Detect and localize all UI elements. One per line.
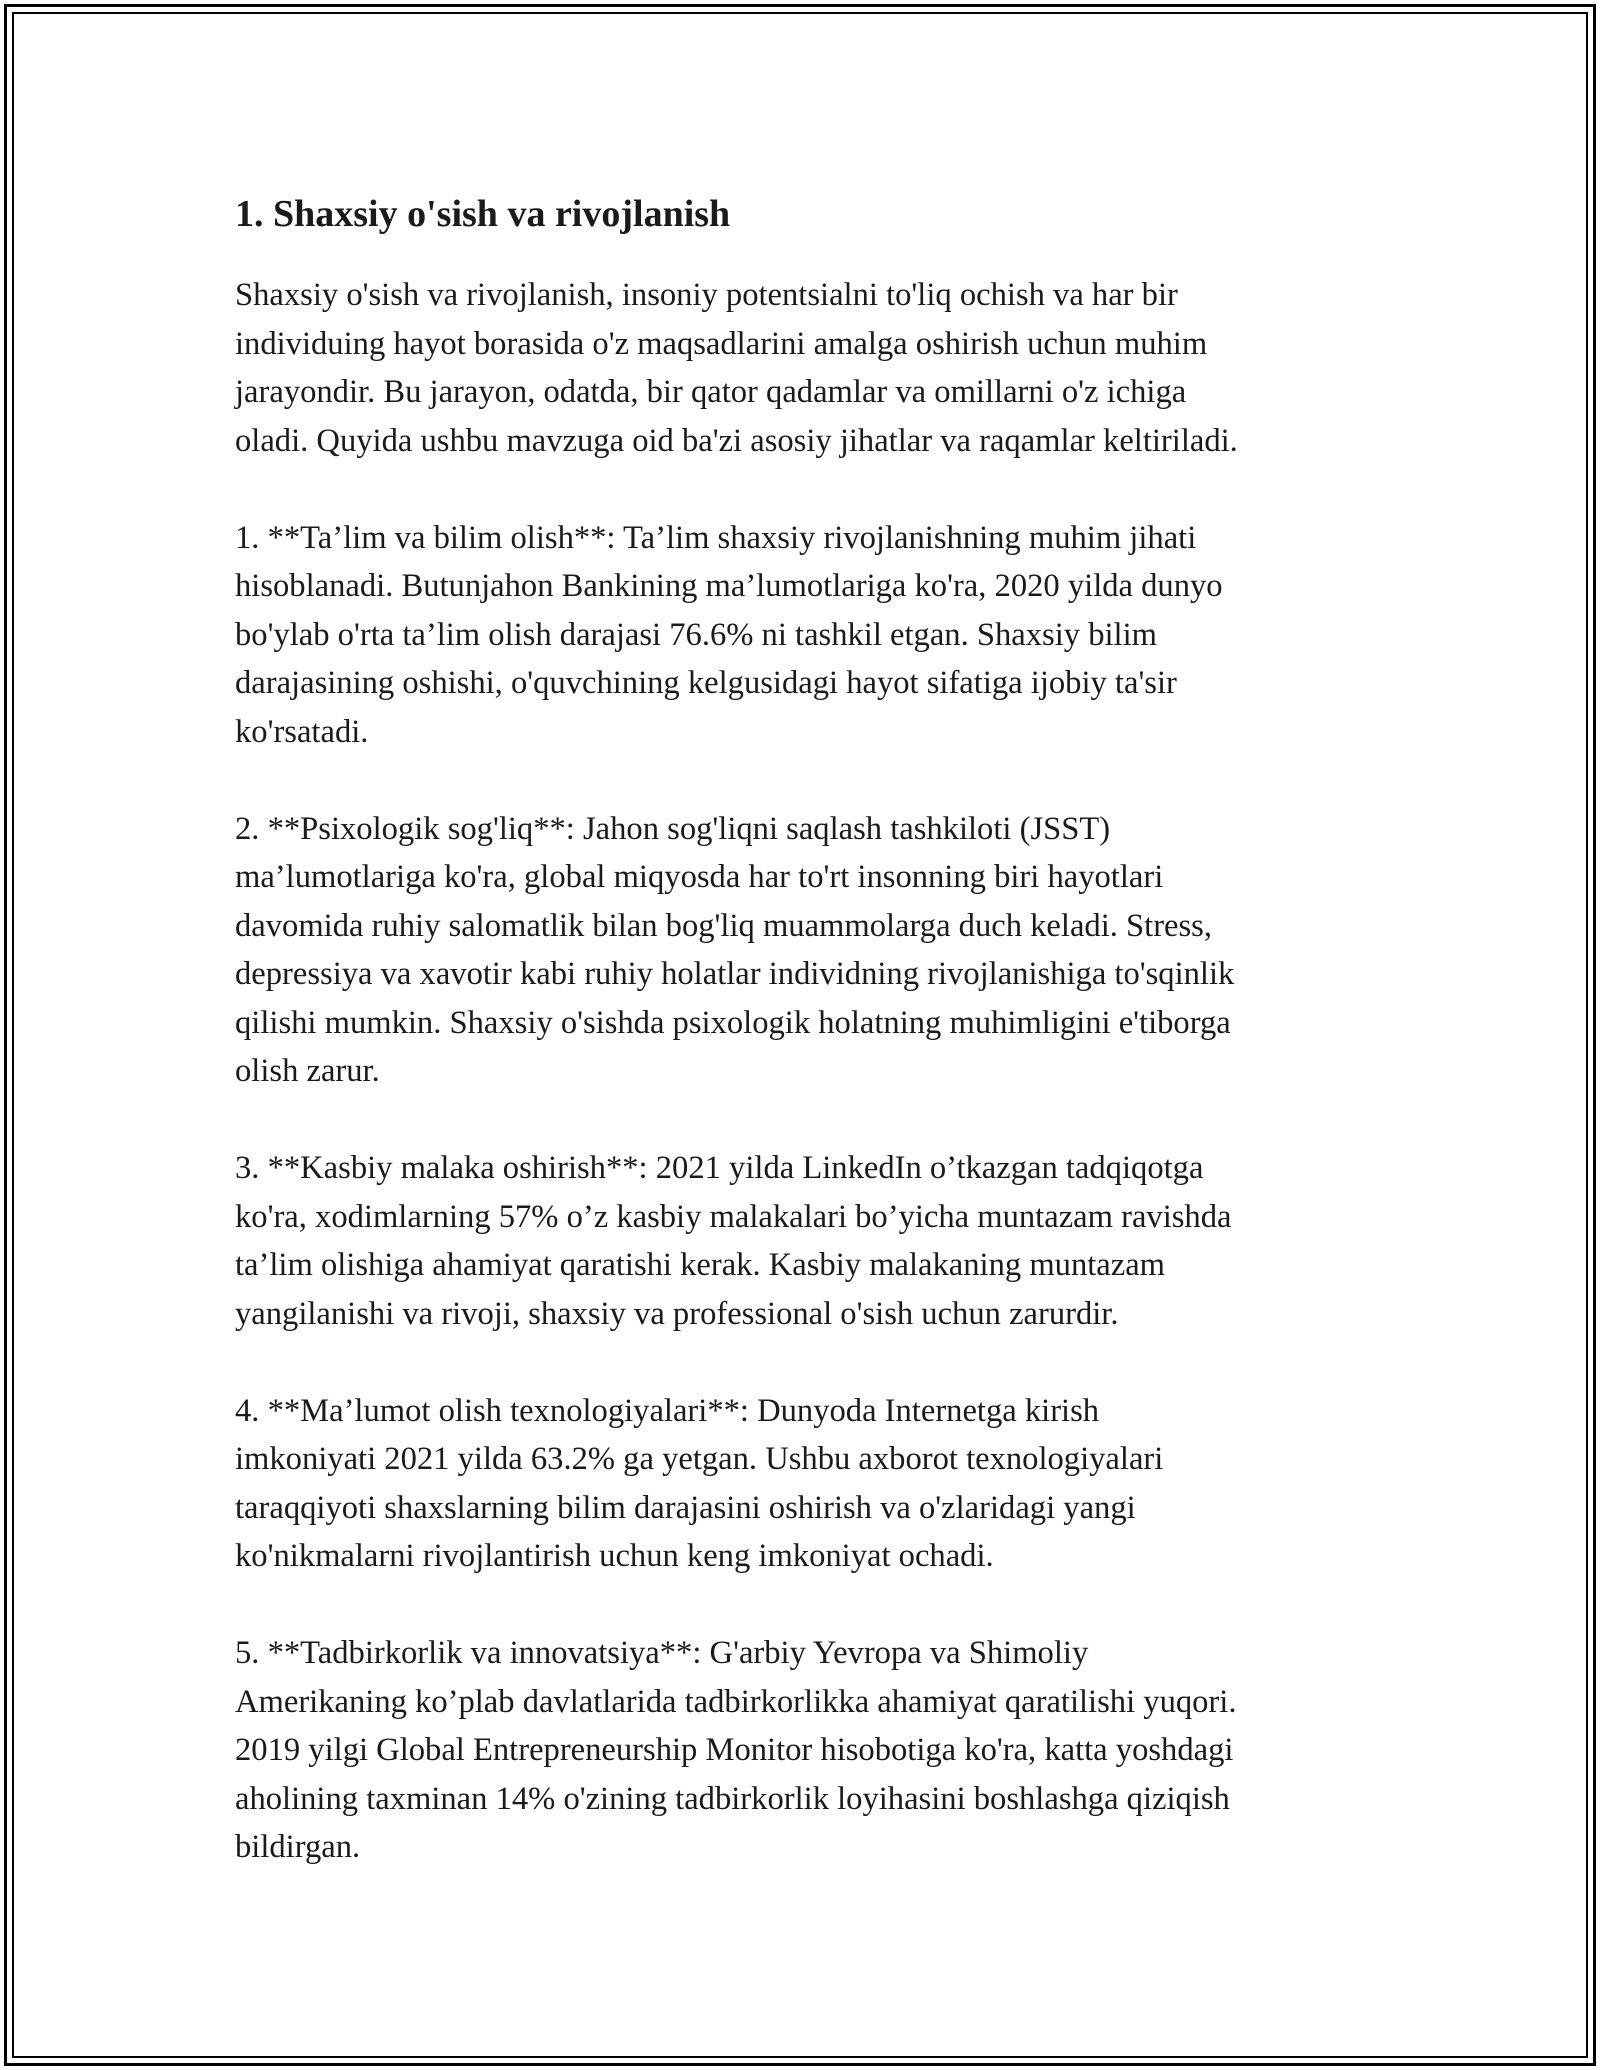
list-item-information-technology <box>235 1387 1375 1581</box>
text-line: ko'ra, xodimlarning 57% o’z kasbiy malakalari bo’yicha muntazam ravishda <box>235 1198 1232 1235</box>
text-line: ko'rsatadi. <box>235 713 369 750</box>
text-line: individuing hayot borasida o'z maqsadlarini amalga oshirish uchun muhim <box>235 325 1208 362</box>
text-line: Amerikaning ko’plab davlatlarida tadbirkorlikka ahamiyat qaratilishi yuqori. <box>235 1683 1237 1720</box>
list-item-psychological-health <box>235 805 1375 1096</box>
intro-paragraph <box>235 271 1375 465</box>
text-line: yangilanishi va rivoji, shaxsiy va professional o'sish uchun zarurdir. <box>235 1295 1119 1332</box>
text-line: ma’lumotlariga ko'ra, global miqyosda har to'rt insonning biri hayotlari <box>235 859 1164 895</box>
text-line: 3. **Kasbiy malaka oshirish**: 2021 yilda LinkedIn o’tkazgan tadqiqotga <box>235 1150 1204 1186</box>
list-item-education <box>235 514 1375 757</box>
text-line: 1. **Ta’lim va bilim olish**: Ta’lim shaxsiy rivojlanishning muhim jihati <box>235 519 1197 556</box>
text-line: 2019 yilgi Global Entrepreneurship Monitor hisobotiga ko'ra, katta yoshdagi <box>235 1732 1234 1768</box>
text-line: imkoniyati 2021 yilda 63.2% ga yetgan. Ushbu axborot texnologiyalari <box>235 1441 1164 1477</box>
text-line: aholining taxminan 14% o'zining tadbirkorlik loyihasini boshlashga qiziqish <box>235 1780 1230 1817</box>
text-line: 5. **Tadbirkorlik va innovatsiya**: G'arbiy Yevropa va Shimoliy <box>235 1635 1089 1671</box>
text-line: jarayondir. Bu jarayon, odatda, bir qator qadamlar va omillarni o'z ichiga <box>235 374 1187 410</box>
list-item-professional-skills <box>235 1144 1375 1338</box>
text-line: bo'ylab o'rta ta’lim olish darajasi 76.6% ni tashkil etgan. Shaxsiy bilim <box>235 616 1157 653</box>
section-heading: 1. Shaxsiy o'sish va rivojlanish <box>235 193 731 235</box>
text-line: ta’lim olishiga ahamiyat qaratishi kerak. Kasbiy malakaning muntazam <box>235 1247 1166 1283</box>
list-item-entrepreneurship <box>235 1629 1375 1872</box>
text-line: Shaxsiy o'sish va rivojlanish, insoniy potentsialni to'liq ochish va har bir <box>235 277 1178 313</box>
text-line: taraqqiyoti shaxslarning bilim darajasini oshirish va o'zlaridagi yangi <box>235 1489 1136 1526</box>
document-body <box>235 184 1375 1920</box>
text-line: hisoblanadi. Butunjahon Bankining ma’lumotlariga ko'ra, 2020 yilda dunyo <box>235 568 1223 604</box>
text-line: oladi. Quyida ushbu mavzuga oid ba'zi asosiy jihatlar va raqamlar keltiriladi. <box>235 422 1238 459</box>
text-line: darajasining oshishi, o'quvchining kelgusidagi hayot sifatiga ijobiy ta'sir <box>235 665 1177 701</box>
text-line: bildirgan. <box>235 1829 361 1865</box>
text-line: 2. **Psixologik sog'liq**: Jahon sog'liqni saqlash tashkiloti (JSST) <box>235 810 1111 847</box>
text-line: depressiya va xavotir kabi ruhiy holatlar individning rivojlanishiga to'sqinlik <box>235 956 1235 992</box>
text-line: olish zarur. <box>235 1053 380 1089</box>
text-line: 4. **Ma’lumot olish texnologiyalari**: Dunyoda Internetga kirish <box>235 1392 1100 1429</box>
text-line: ko'nikmalarni rivojlantirish uchun keng imkoniyat ochadi. <box>235 1538 994 1574</box>
text-line: qilishi mumkin. Shaxsiy o'sishda psixologik holatning muhimligini e'tiborga <box>235 1004 1231 1041</box>
text-line: davomida ruhiy salomatlik bilan bog'liq muammolarga duch keladi. Stress, <box>235 907 1213 944</box>
